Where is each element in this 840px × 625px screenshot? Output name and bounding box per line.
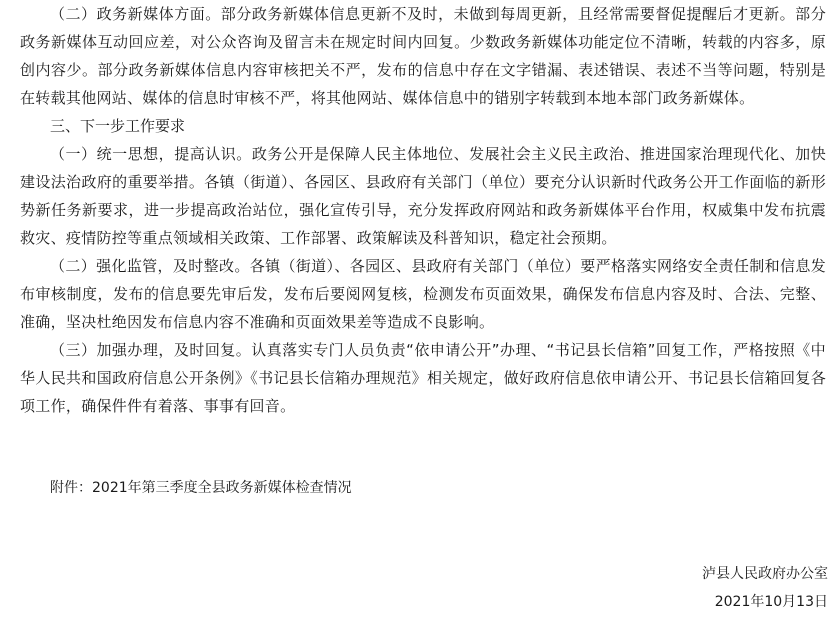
- section-three-heading: 三、下一步工作要求: [50, 117, 186, 135]
- issuing-organization: 泸县人民政府办公室: [702, 566, 828, 582]
- signature-block: [702, 560, 828, 616]
- section-three-item-3: （三）加强办理，及时回复。认真落实专门人员负责“依申请公开”办理、“书记县长信箱”回复工作，严格按照《中华人民共和国政府信息公开条例》《书记县长信箱办理规范》相关规定，做好政府信息依申请公开、书记县长信箱回复各项工作，确保件件有着落、事事有回音。: [20, 341, 826, 415]
- section-two-paragraph: （二）政务新媒体方面。部分政务新媒体信息更新不及时，未做到每周更新，且经常需要督促提醒后才更新。部分政务新媒体互动回应差，对公众咨询及留言未在规定时间内回复。少数政务新媒体功能定位不清晰，转载的内容多，原创内容少。部分政务新媒体信息内容审核把关不严，发布的信息中存在文字错漏、表述错误、表述不当等问题，特别是在转载其他网站、媒体的信息时审核不严，将其他网站、媒体信息中的错别字转载到本地本部门政务新媒体。: [20, 5, 826, 107]
- document-body: [20, 0, 826, 420]
- section-three-item-1: （一）统一思想，提高认识。政务公开是保障人民主体地位、发展社会主义民主政治、推进国家治理现代化、加快建设法治政府的重要举措。各镇（街道）、各园区、县政府有关部门（单位）要充分认识新时代政务公开工作面临的新形势新任务新要求，进一步提高政治站位，强化宣传引导，充分发挥政府网站和政务新媒体平台作用，权威集中发布抗震救灾、疫情防控等重点领域相关政策、工作部署、政策解读及科普知识，稳定社会预期。: [20, 145, 826, 247]
- section-three-item-2: （二）强化监管，及时整改。各镇（街道）、各园区、县政府有关部门（单位）要严格落实网络安全责任制和信息发布审核制度，发布的信息要先审后发，发布后要阅网复核，检测发布页面效果，确保发布信息内容及时、合法、完整、准确，坚决杜绝因发布信息内容不准确和页面效果差等造成不良影响。: [20, 257, 826, 331]
- attachment-link[interactable]: 附件：2021年第三季度全县政务新媒体检查情况: [50, 480, 352, 496]
- issue-date: 2021年10月13日: [714, 594, 828, 610]
